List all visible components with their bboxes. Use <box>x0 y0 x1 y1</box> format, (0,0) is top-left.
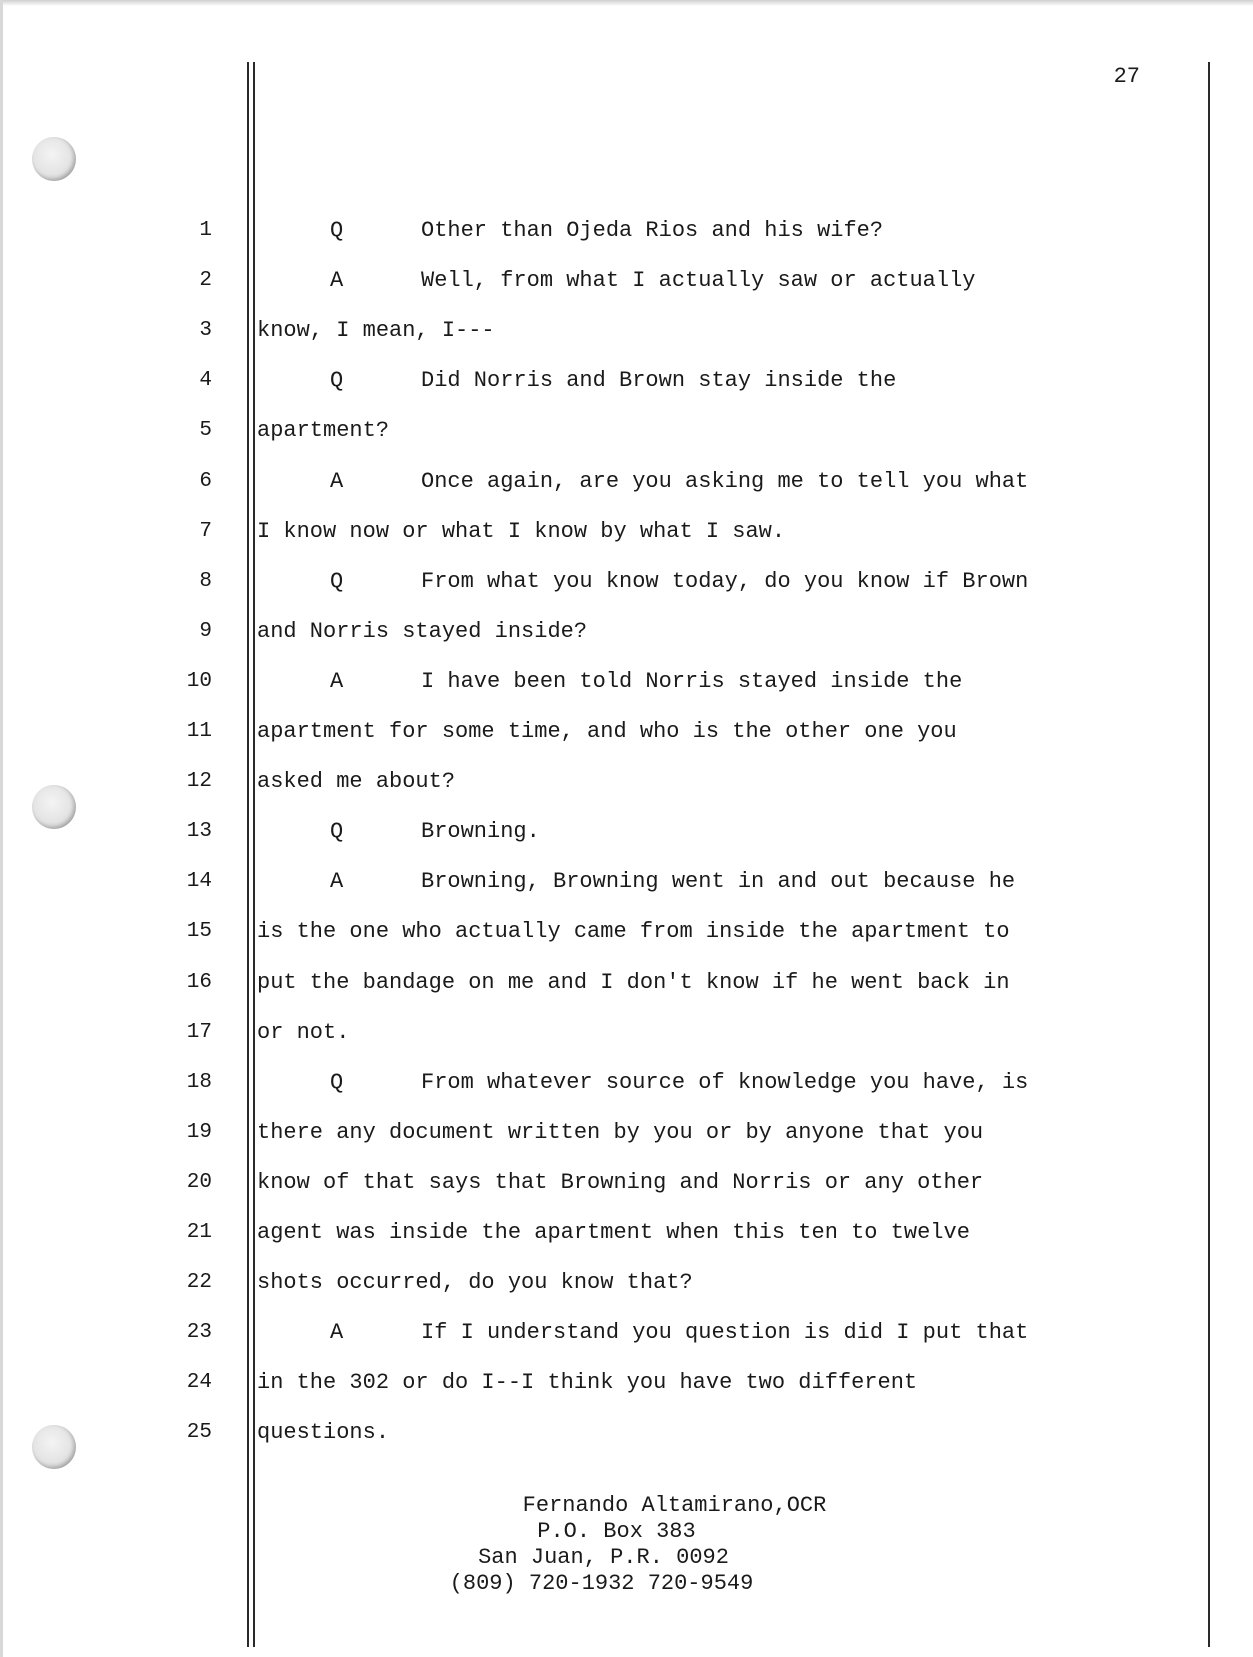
answer-marker: A <box>330 469 344 494</box>
transcript-line: apartment for some time, and who is the other one you <box>257 719 957 744</box>
line-number: 19 <box>186 1121 212 1144</box>
question-marker: Q <box>330 1070 344 1095</box>
scan-edge-left <box>0 0 3 1657</box>
line-number: 24 <box>186 1371 212 1394</box>
line-number: 9 <box>199 620 212 643</box>
answer-marker: A <box>330 869 344 894</box>
transcript-line: and Norris stayed inside? <box>257 619 588 644</box>
transcript-line: is the one who actually came from inside the apartment to <box>257 919 1010 944</box>
line-number: 20 <box>186 1171 212 1194</box>
transcript-line: know of that says that Browning and Norris or any other <box>257 1170 984 1195</box>
reporter-po-box: P.O. Box 383 <box>537 1519 696 1544</box>
line-number: 5 <box>199 419 212 442</box>
transcript-line: shots occurred, do you know that? <box>257 1270 693 1295</box>
transcript-line: Other than Ojeda Rios and his wife? <box>421 218 884 243</box>
line-number: 3 <box>199 319 212 342</box>
right-margin-rule <box>1208 62 1210 1647</box>
line-number: 10 <box>186 670 212 693</box>
answer-marker: A <box>330 268 344 293</box>
transcript-line: know, I mean, I--- <box>257 318 495 343</box>
transcript-line: apartment? <box>257 418 390 443</box>
reporter-city: San Juan, P.R. 0092 <box>478 1545 729 1570</box>
reporter-name: Fernando Altamirano,OCR <box>522 1493 827 1518</box>
question-marker: Q <box>330 569 344 594</box>
line-number: 6 <box>199 470 212 493</box>
transcript-line: agent was inside the apartment when this ten to twelve <box>257 1220 970 1245</box>
transcript-line: there any document written by you or by anyone that you <box>257 1120 984 1145</box>
binder-hole-bottom <box>32 1425 76 1469</box>
transcript-line: questions. <box>257 1420 390 1445</box>
line-number: 2 <box>199 269 212 292</box>
line-number: 15 <box>186 920 212 943</box>
left-margin-rule-1 <box>247 62 249 1647</box>
line-number: 25 <box>186 1421 212 1444</box>
line-number: 16 <box>186 971 212 994</box>
line-number: 8 <box>199 570 212 593</box>
question-marker: Q <box>330 368 344 393</box>
transcript-line: Well, from what I actually saw or actually <box>421 268 976 293</box>
line-number: 17 <box>186 1021 212 1044</box>
transcript-line: If I understand you question is did I put that <box>421 1320 1029 1345</box>
line-number: 4 <box>199 369 212 392</box>
reporter-footer <box>0 1493 1253 1597</box>
page-number: 27 <box>1113 64 1140 89</box>
line-number: 11 <box>186 720 212 743</box>
transcript-line: or not. <box>257 1020 350 1045</box>
question-marker: Q <box>330 218 344 243</box>
answer-marker: A <box>330 1320 344 1345</box>
line-number: 23 <box>186 1321 212 1344</box>
transcript-line: asked me about? <box>257 769 456 794</box>
line-number: 1 <box>199 219 212 242</box>
left-margin-rule-2 <box>253 62 255 1647</box>
transcript-line: in the 302 or do I--I think you have two different <box>257 1370 918 1395</box>
line-number: 7 <box>199 520 212 543</box>
transcript-line: Browning, Browning went in and out because he <box>421 869 1016 894</box>
transcript-line: Did Norris and Brown stay inside the <box>421 368 897 393</box>
transcript-line: Once again, are you asking me to tell you what <box>421 469 1029 494</box>
binder-hole-top <box>32 137 76 181</box>
line-number: 18 <box>186 1071 212 1094</box>
line-number: 13 <box>186 820 212 843</box>
line-number: 21 <box>186 1221 212 1244</box>
line-number: 14 <box>186 870 212 893</box>
reporter-phone: (809) 720-1932 720-9549 <box>449 1571 754 1596</box>
transcript-line: put the bandage on me and I don't know if he went back in <box>257 970 1010 995</box>
transcript-line: I know now or what I know by what I saw. <box>257 519 786 544</box>
answer-marker: A <box>330 669 344 694</box>
line-number: 22 <box>186 1271 212 1294</box>
scan-edge <box>0 0 1253 6</box>
question-marker: Q <box>330 819 344 844</box>
transcript-line: Browning. <box>421 819 540 844</box>
transcript-line: I have been told Norris stayed inside the <box>421 669 963 694</box>
transcript-line: From what you know today, do you know if Brown <box>421 569 1029 594</box>
line-number: 12 <box>186 770 212 793</box>
transcript-line: From whatever source of knowledge you have, is <box>421 1070 1029 1095</box>
binder-hole-middle <box>32 785 76 829</box>
